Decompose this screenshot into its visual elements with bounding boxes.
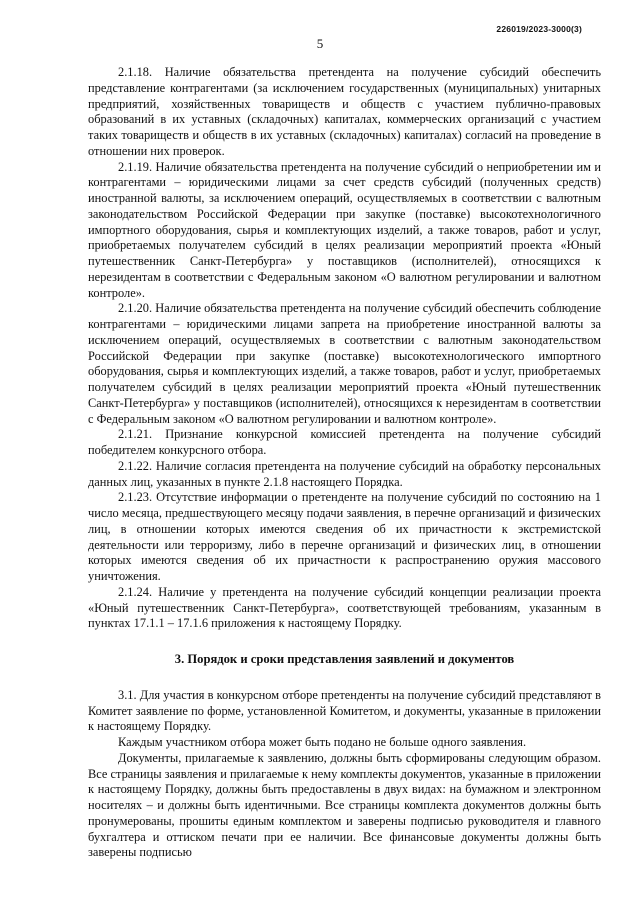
paragraph-2-1-19: 2.1.19. Наличие обязательства претендента на получение субсидий о неприобретении им и контрагентами – юридическими лицами за счет средств субсидий (полученных средств) иностранной валюты, за исключением операций, осуществляемых в соответствии с валютным законодательством Российской Федерации при закупке (поставке) высокотехнологичного импортного оборудования, сырья и комплектующих изделий, а также товаров, работ и услуг, приобретаемых получателем субсидий в целях реализации мероприятий проекта «Юный путешественник Санкт-Петербурга» у поставщиков (исполнителей), относящихся к нерезидентам в соответствии с Федеральным законом «О валютном регулировании и валютном контроле». xyxy=(88,159,601,300)
paragraph-2-1-21: 2.1.21. Признание конкурсной комиссией претендента на получение субсидий победителем конкурсного отбора. xyxy=(88,427,601,457)
document-body xyxy=(88,65,601,861)
paragraph-documents-format: Документы, прилагаемые к заявлению, должны быть сформированы следующим образом. Все страницы заявления и прилагаемые к нему комплекты документов, указанные в приложении к настоящему Порядку, должны быть предоставлены в двух видах: на бумажном и электронном носителях – и должны быть идентичными. Все страницы комплекта документов должны быть пронумерованы, прошиты единым комплектом и заверены подписью руководителя и главного бухгалтера и оттиском печати при ее наличии. Все финансовые документы должны быть заверены подписью xyxy=(88,750,601,860)
paragraph-2-1-24: 2.1.24. Наличие у претендента на получение субсидий концепции реализации проекта «Юный путешественник Санкт-Петербурга», соответствующей требованиям, указанным в пунктах 17.1.1 – 17.1.6 приложения к настоящему Порядку. xyxy=(88,584,601,631)
document-registration-number: 226019/2023-3000(3) xyxy=(496,24,582,34)
paragraph-2-1-20: 2.1.20. Наличие обязательства претендента на получение субсидий обеспечить соблюдение контрагентами – юридическими лицами запрета на приобретение иностранной валюты за исключением операций, осуществляемых в соответствии с валютным законодательством Российской Федерации при закупке (поставке) высокотехнологического импортного оборудования, сырья и комплектующих изделий, а также товаров, работ и услуг, приобретаемых получателем субсидий в целях реализации мероприятий проекта «Юный путешественник Санкт-Петербурга» у поставщиков (исполнителей), относящихся к нерезидентам в соответствии с Федеральным законом «О валютном регулировании и валютном контроле». xyxy=(88,301,601,426)
page-number: 5 xyxy=(316,36,324,51)
paragraph-2-1-18: 2.1.18. Наличие обязательства претендента на получение субсидий обеспечить представление контрагентами (за исключением государственных (муниципальных) унитарных предприятий, хозяйственных товариществ и обществ с участием публично-правовых образований в их уставных (складочных) капиталах, коммерческих организаций с участием таких товариществ и обществ в их уставных (складочных) капиталах) согласий на проведение в отношении них проверок. xyxy=(88,65,601,158)
paragraph-3-1: 3.1. Для участия в конкурсном отборе претенденты на получение субсидий представляют в Комитет заявление по форме, установленной Комитетом, и документы, указанные в приложении к настоящему Порядку. xyxy=(88,687,601,734)
paragraph-one-application: Каждым участником отбора может быть подано не больше одного заявления. xyxy=(118,735,527,749)
paragraph-2-1-23: 2.1.23. Отсутствие информации о претенденте на получение субсидий по состоянию на 1 число месяца, предшествующего месяцу подачи заявления, в перечне организаций и физических лиц, в отношении которых имеются сведения об их причастности к экстремистской деятельности или терроризму, либо в перечне организаций и физических лиц, в отношении которых имеются сведения об их причастности к распространению оружия массового уничтожения. xyxy=(88,490,601,583)
paragraph-2-1-22: 2.1.22. Наличие согласия претендента на получение субсидий на обработку персональных данных лиц, указанных в пункте 2.1.8 настоящего Порядка. xyxy=(88,458,601,489)
section-heading: 3. Порядок и сроки представления заявлений и документов xyxy=(174,652,515,666)
